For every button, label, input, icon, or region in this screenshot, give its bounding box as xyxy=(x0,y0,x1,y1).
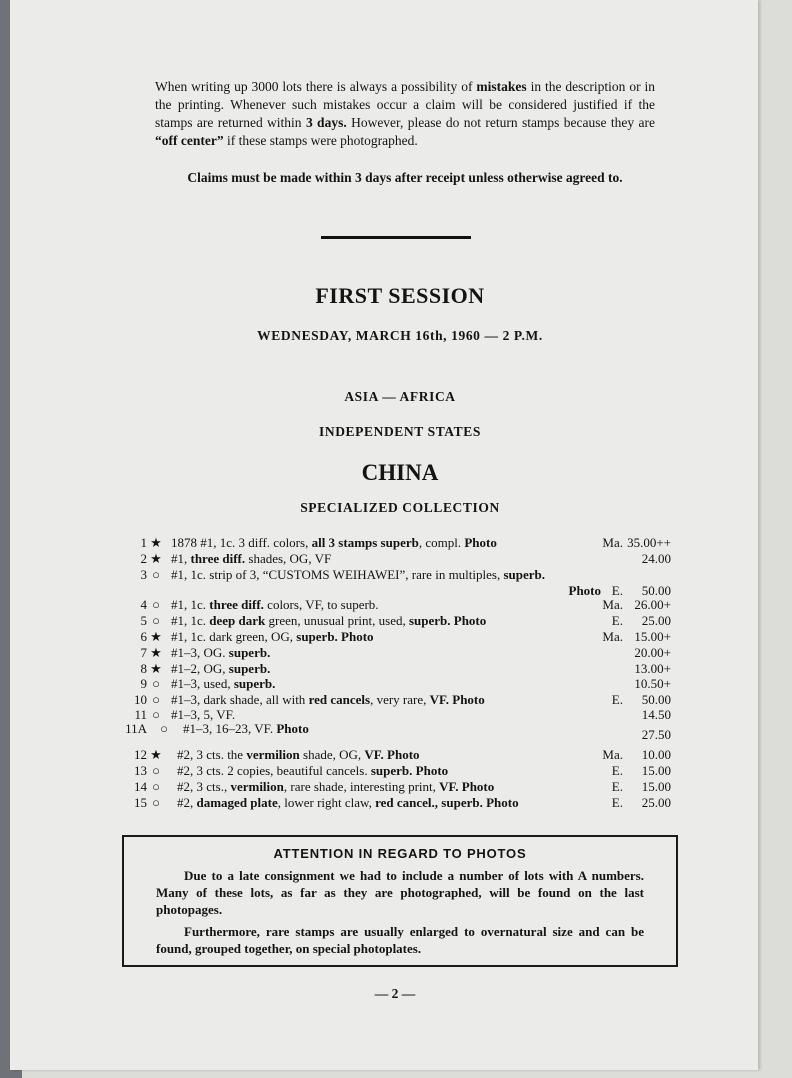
lot-price: 15.00 xyxy=(641,779,671,794)
circle-icon: ○ xyxy=(160,721,168,736)
lot-price: 15.00 xyxy=(641,763,671,778)
price-prefix: E. xyxy=(611,763,623,778)
lot-row xyxy=(10,535,758,551)
lot-number: 6 xyxy=(140,629,147,644)
lot-number: 13 xyxy=(134,763,147,778)
lot-row xyxy=(10,567,758,583)
lot-row xyxy=(10,597,758,613)
circle-icon: ○ xyxy=(152,779,160,794)
lot-row xyxy=(10,692,758,708)
lot-row xyxy=(10,661,758,677)
session-date: WEDNESDAY, MARCH 16th, 1960 — 2 P.M. xyxy=(257,328,543,343)
lot-row xyxy=(10,795,758,811)
catalog-page xyxy=(10,0,758,1070)
lot-number: 1 xyxy=(140,535,147,550)
price-prefix: E. xyxy=(611,779,623,794)
price-prefix: Ma. xyxy=(602,747,623,762)
lot-description: #1–3, 16–23, VF. Photo xyxy=(183,721,309,736)
photo-attention-box xyxy=(122,835,678,967)
lot-number: 15 xyxy=(134,795,147,810)
intro-emphasis: “off center” xyxy=(155,133,224,148)
lot-description: #2, damaged plate, lower right claw, red cancel., superb. Photo xyxy=(177,795,519,810)
lot-description: #1–3, 5, VF. xyxy=(171,707,236,722)
lot-number: 12 xyxy=(134,747,147,762)
price-prefix: E. xyxy=(611,692,623,707)
country-heading: CHINA xyxy=(361,460,439,485)
lot-number: 9 xyxy=(140,676,147,691)
price-prefix: E. xyxy=(611,795,623,810)
session-title: FIRST SESSION xyxy=(315,283,485,308)
lot-price: 20.00+ xyxy=(634,645,671,660)
lot-price: 27.50 xyxy=(641,727,671,742)
states-heading: INDEPENDENT STATES xyxy=(319,424,481,439)
lot-price: 24.00 xyxy=(641,551,671,566)
lot-number: 10 xyxy=(134,692,147,707)
circle-icon: ○ xyxy=(152,676,160,691)
circle-icon: ○ xyxy=(152,707,160,722)
intro-text: in the description or in the printing. Whenever such mistakes occur a claim will be considered justified if the stamps are returned within xyxy=(155,79,655,130)
circle-icon: ○ xyxy=(152,597,160,612)
lot-number: 4 xyxy=(140,597,147,612)
lot-description: #1–2, OG, superb. xyxy=(171,661,271,676)
lot-description: #2, 3 cts., vermilion, rare shade, interesting print, VF. Photo xyxy=(177,779,495,794)
star-icon: ★ xyxy=(150,645,162,660)
lot-price: 35.00++ xyxy=(627,535,671,550)
lot-description: #1, 1c. three diff. colors, VF, to superb. xyxy=(171,597,379,612)
lot-row xyxy=(10,676,758,692)
lot-price: 25.00 xyxy=(641,613,671,628)
lot-row xyxy=(10,551,758,567)
lot-number: 7 xyxy=(140,645,147,660)
price-prefix: E. xyxy=(611,583,623,598)
notice-title: ATTENTION IN REGARD TO PHOTOS xyxy=(273,846,527,861)
claims-notice: Claims must be made within 3 days after receipt unless otherwise agreed to. xyxy=(187,170,623,185)
lot-price: 25.00 xyxy=(641,795,671,810)
lot-number: 8 xyxy=(140,661,147,676)
circle-icon: ○ xyxy=(152,613,160,628)
star-icon: ★ xyxy=(150,629,162,644)
star-icon: ★ xyxy=(150,661,162,676)
lot-description: #1–3, dark shade, all with red cancels, very rare, VF. Photo xyxy=(171,692,485,707)
lot-description: #1, 1c. strip of 3, “CUSTOMS WEIHAWEI”, rare in multiples, superb. xyxy=(171,567,545,582)
circle-icon: ○ xyxy=(152,763,160,778)
intro-text: if these stamps were photographed. xyxy=(223,133,418,148)
lot-row xyxy=(10,613,758,629)
divider-rule xyxy=(321,236,471,239)
page-number: — 2 — xyxy=(374,986,416,1001)
lot-price: 26.00+ xyxy=(634,597,671,612)
star-icon: ★ xyxy=(150,747,162,762)
star-icon: ★ xyxy=(150,535,162,550)
lot-number: 2 xyxy=(140,551,147,566)
circle-icon: ○ xyxy=(152,567,160,582)
lot-price: 10.00 xyxy=(641,747,671,762)
circle-icon: ○ xyxy=(152,692,160,707)
star-icon: ★ xyxy=(150,551,162,566)
intro-emphasis: 3 days. xyxy=(305,115,347,130)
circle-icon: ○ xyxy=(152,795,160,810)
lot-description: #1, 1c. dark green, OG, superb. Photo xyxy=(171,629,374,644)
lot-description: #1, three diff. shades, OG, VF xyxy=(171,551,332,566)
intro-paragraph xyxy=(155,78,655,150)
price-prefix: Ma. xyxy=(602,597,623,612)
lot-price: 13.00+ xyxy=(634,661,671,676)
lot-row xyxy=(10,747,758,763)
lot-row xyxy=(10,645,758,661)
collection-heading: SPECIALIZED COLLECTION xyxy=(300,500,500,515)
lot-description: #1–3, used, superb. xyxy=(171,676,276,691)
lot-row xyxy=(10,629,758,645)
lot-number: 3 xyxy=(140,567,147,582)
intro-text: When writing up 3000 lots there is always a possibility of xyxy=(155,79,477,94)
lot-row xyxy=(10,721,758,742)
intro-emphasis: mistakes xyxy=(476,79,527,94)
lot-description: #2, 3 cts. the vermilion shade, OG, VF. Photo xyxy=(177,747,420,762)
lot-price: 15.00+ xyxy=(634,629,671,644)
lot-description: #1–3, OG. superb. xyxy=(171,645,271,660)
lot-description: #1, 1c. deep dark green, unusual print, used, superb. Photo xyxy=(171,613,487,628)
region-heading: ASIA — AFRICA xyxy=(344,389,456,404)
price-prefix: E. xyxy=(611,613,623,628)
lot-row xyxy=(10,779,758,795)
lot-number: 11 xyxy=(134,707,147,722)
price-prefix: Ma. xyxy=(602,535,623,550)
lot-number: 5 xyxy=(140,613,147,628)
lot-description: 1878 #1, 1c. 3 diff. colors, all 3 stamps superb, compl. Photo xyxy=(171,535,497,550)
notice-paragraph: Furthermore, rare stamps are usually enlarged to overnatural size and can be found, grouped together, on special photoplates. xyxy=(156,924,644,956)
lot-row xyxy=(10,763,758,779)
lot-price: 50.00 xyxy=(641,692,671,707)
price-prefix: Ma. xyxy=(602,629,623,644)
lot-price: 14.50 xyxy=(641,707,671,722)
lot-price: 10.50+ xyxy=(634,676,671,691)
lot-number: 14 xyxy=(134,779,147,794)
intro-text: However, please do not return stamps because they are xyxy=(346,115,655,130)
notice-paragraph: Due to a late consignment we had to include a number of lots with A numbers. Many of these lots, as far as they are photographed, will be found on the last photopages. xyxy=(156,868,644,917)
lot-price: 50.00 xyxy=(641,583,671,598)
lot-number: 11A xyxy=(125,721,147,736)
continuation-label: Photo xyxy=(568,583,601,598)
lot-description: #2, 3 cts. 2 copies, beautiful cancels. superb. Photo xyxy=(177,763,449,778)
